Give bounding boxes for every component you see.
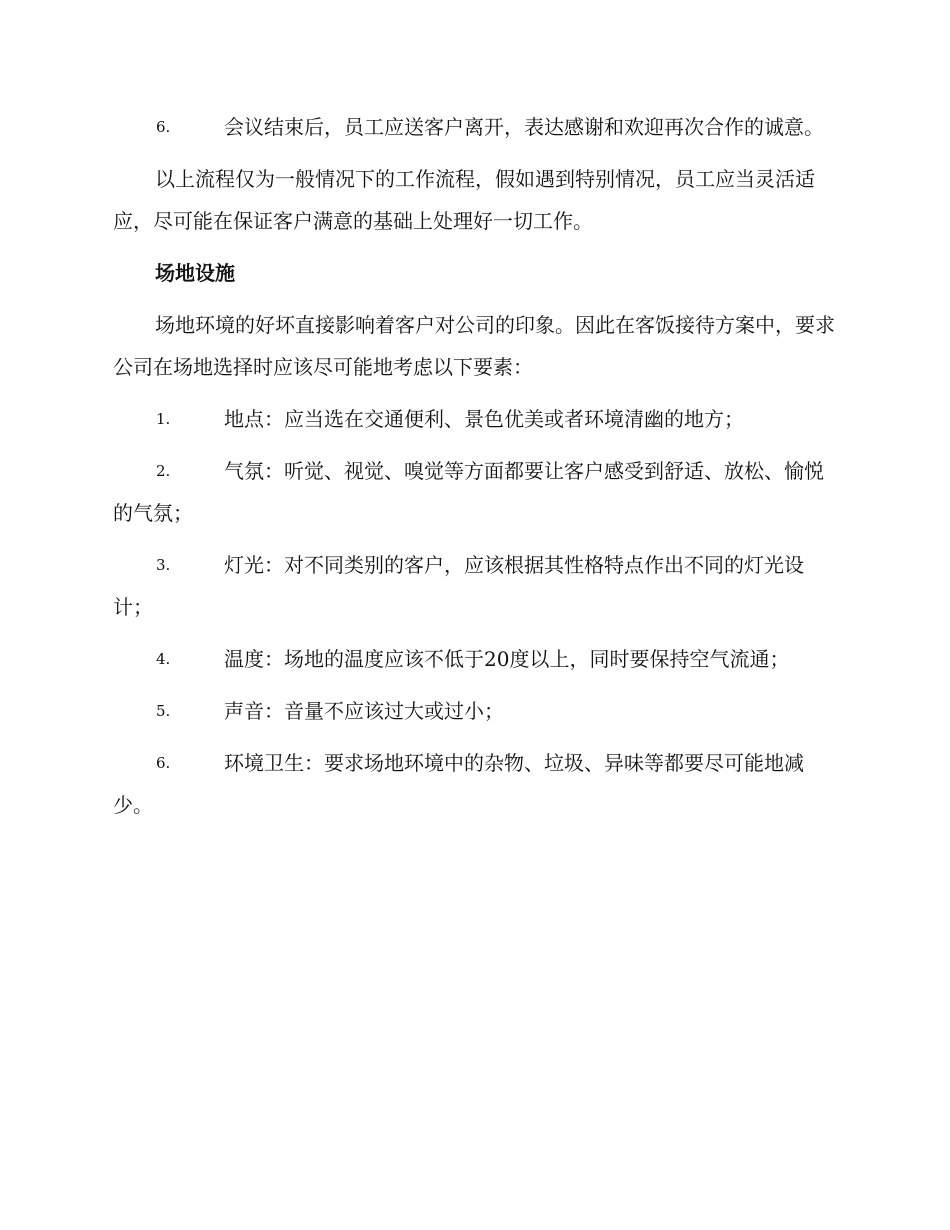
list-item-number: 6. xyxy=(156,754,171,772)
list-item xyxy=(113,450,835,534)
list-item-text: 声音：音量不应该过大或过小； xyxy=(224,699,504,723)
list-item-number: 5. xyxy=(156,702,171,720)
paragraph: 以上流程仅为一般情况下的工作流程，假如遇到特别情况，员工应当灵活适应，尽可能在保证客户满意的基础上处理好一切工作。 xyxy=(113,167,815,233)
list-item-number: 3. xyxy=(156,556,171,574)
list-item-text: 会议结束后，员工应送客户离开，表达感谢和欢迎再次合作的诚意。 xyxy=(224,115,824,139)
section-heading: 场地设施 xyxy=(155,261,235,285)
list-item-number: 2. xyxy=(156,462,171,480)
list-item-text: 气氛：听觉、视觉、嗅觉等方面都要让客户感受到舒适、放松、愉悦的气氛； xyxy=(113,459,824,525)
list-item xyxy=(113,544,835,628)
document-body xyxy=(113,106,835,836)
list-item-text: 灯光：对不同类别的客户，应该根据其性格特点作出不同的灯光设计； xyxy=(113,553,804,619)
list-item-number: 6. xyxy=(156,118,171,136)
list-item xyxy=(113,106,835,148)
paragraph: 场地环境的好坏直接影响着客户对公司的印象。因此在客饭接待方案中，要求公司在场地选择时应该尽可能地考虑以下要素： xyxy=(113,313,835,379)
list-item-number: 4. xyxy=(156,650,171,668)
list-item xyxy=(113,690,835,732)
list-item-text: 温度：场地的温度应该不低于20度以上，同时要保持空气流通； xyxy=(224,647,790,671)
list-item xyxy=(113,398,835,440)
list-item xyxy=(113,742,835,826)
list-item-number: 1. xyxy=(156,410,171,428)
list-item-text: 地点：应当选在交通便利、景色优美或者环境清幽的地方； xyxy=(224,407,744,431)
list-item xyxy=(113,638,835,680)
list-item-text: 环境卫生：要求场地环境中的杂物、垃圾、异味等都要尽可能地减少。 xyxy=(113,751,804,817)
